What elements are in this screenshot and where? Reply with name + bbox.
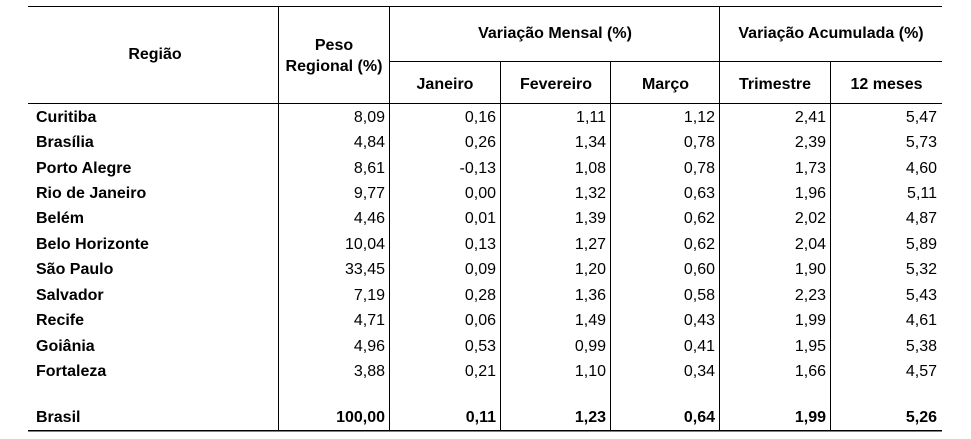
- header-col-trimestre: Trimestre: [738, 76, 812, 93]
- total-cell-12-meses: 5,26: [905, 409, 937, 426]
- cell-janeiro: 0,06: [464, 312, 496, 329]
- cell-fevereiro: 1,10: [574, 363, 606, 380]
- cell-marco: 0,62: [683, 236, 715, 253]
- cell-fevereiro: 1,08: [574, 160, 606, 177]
- header-monthly-group: Variação Mensal (%): [478, 25, 632, 42]
- header-weight-line1: Peso: [314, 37, 354, 54]
- header-region: Região: [128, 46, 182, 63]
- cell-weight: 9,77: [353, 185, 385, 202]
- row-region-label: Porto Alegre: [36, 160, 132, 177]
- cell-janeiro: 0,01: [464, 210, 496, 227]
- cell-fevereiro: 0,99: [574, 338, 606, 355]
- header-col-marco: Março: [641, 76, 690, 93]
- cell-trimestre: 1,95: [794, 338, 826, 355]
- cell-12-meses: 5,47: [905, 109, 937, 126]
- total-cell-marco: 0,64: [683, 409, 715, 426]
- cell-weight: 7,19: [353, 287, 385, 304]
- row-region-label: Belo Horizonte: [36, 236, 149, 253]
- cell-12-meses: 4,60: [905, 160, 937, 177]
- cell-janeiro: 0,16: [464, 109, 496, 126]
- cell-janeiro: 0,21: [464, 363, 496, 380]
- cell-12-meses: 5,32: [905, 261, 937, 278]
- total-cell-janeiro: 0,11: [465, 409, 496, 426]
- cell-12-meses: 5,43: [905, 287, 937, 304]
- total-cell-trimestre: 1,99: [794, 409, 826, 426]
- header-col-12-meses: 12 meses: [850, 76, 923, 93]
- cell-weight: 4,71: [353, 312, 385, 329]
- cell-trimestre: 1,99: [794, 312, 826, 329]
- cell-fevereiro: 1,39: [574, 210, 606, 227]
- cell-trimestre: 2,39: [794, 134, 826, 151]
- cell-weight: 8,61: [353, 160, 385, 177]
- cell-fevereiro: 1,36: [574, 287, 606, 304]
- cell-marco: 0,78: [683, 134, 715, 151]
- cell-marco: 0,63: [683, 185, 715, 202]
- header-accumulated-group: Variação Acumulada (%): [738, 25, 924, 42]
- row-region-label: Fortaleza: [36, 363, 107, 380]
- cell-weight: 33,45: [344, 261, 385, 278]
- row-region-label: Goiânia: [36, 338, 95, 355]
- row-region-label: Recife: [36, 312, 85, 329]
- cell-weight: 4,46: [353, 210, 385, 227]
- cell-weight: 3,88: [353, 363, 385, 380]
- row-region-label: São Paulo: [36, 261, 114, 278]
- cell-janeiro: 0,26: [464, 134, 496, 151]
- total-region-label: Brasil: [36, 409, 81, 426]
- cell-fevereiro: 1,20: [574, 261, 606, 278]
- cell-12-meses: 5,38: [905, 338, 937, 355]
- cell-marco: 0,43: [683, 312, 715, 329]
- cell-fevereiro: 1,27: [574, 236, 606, 253]
- row-region-label: Rio de Janeiro: [36, 185, 147, 202]
- cell-marco: 0,60: [683, 261, 715, 278]
- cell-fevereiro: 1,11: [576, 109, 606, 126]
- cell-12-meses: 4,57: [905, 363, 937, 380]
- cell-12-meses: 5,89: [905, 236, 937, 253]
- cell-janeiro: 0,53: [464, 338, 496, 355]
- cell-marco: 0,62: [683, 210, 715, 227]
- row-region-label: Belém: [36, 210, 85, 227]
- total-cell-weight: 100,00: [336, 409, 385, 426]
- cell-weight: 4,96: [353, 338, 385, 355]
- header-weight-line2: Regional (%): [285, 58, 383, 75]
- row-region-label: Salvador: [36, 287, 104, 304]
- total-cell-fevereiro: 1,23: [574, 409, 606, 426]
- cell-fevereiro: 1,34: [574, 134, 606, 151]
- cell-janeiro: 0,13: [464, 236, 496, 253]
- cell-trimestre: 1,90: [794, 261, 826, 278]
- cell-fevereiro: 1,49: [574, 312, 606, 329]
- cell-trimestre: 2,23: [794, 287, 826, 304]
- header-col-janeiro: Janeiro: [416, 76, 474, 93]
- cell-marco: 1,12: [683, 109, 715, 126]
- cell-marco: 0,41: [683, 338, 715, 355]
- cell-trimestre: 2,41: [794, 109, 826, 126]
- cell-weight: 8,09: [353, 109, 385, 126]
- cell-trimestre: 2,02: [794, 210, 826, 227]
- cell-12-meses: 4,87: [905, 210, 937, 227]
- cell-12-meses: 5,73: [905, 134, 937, 151]
- cell-janeiro: -0,13: [459, 160, 496, 177]
- cell-12-meses: 5,11: [907, 185, 937, 202]
- header-col-fevereiro: Fevereiro: [519, 76, 593, 93]
- cell-trimestre: 1,66: [794, 363, 826, 380]
- cell-trimestre: 1,96: [794, 185, 826, 202]
- cell-marco: 0,78: [683, 160, 715, 177]
- cell-trimestre: 1,73: [794, 160, 826, 177]
- cell-marco: 0,58: [683, 287, 715, 304]
- cell-trimestre: 2,04: [794, 236, 826, 253]
- cell-weight: 10,04: [344, 236, 385, 253]
- row-region-label: Curitiba: [36, 109, 97, 126]
- row-region-label: Brasília: [36, 134, 94, 151]
- cell-weight: 4,84: [353, 134, 385, 151]
- cell-fevereiro: 1,32: [574, 185, 606, 202]
- cell-janeiro: 0,09: [464, 261, 496, 278]
- cell-12-meses: 4,61: [905, 312, 937, 329]
- cell-janeiro: 0,28: [464, 287, 496, 304]
- cell-janeiro: 0,00: [464, 185, 496, 202]
- cell-marco: 0,34: [683, 363, 715, 380]
